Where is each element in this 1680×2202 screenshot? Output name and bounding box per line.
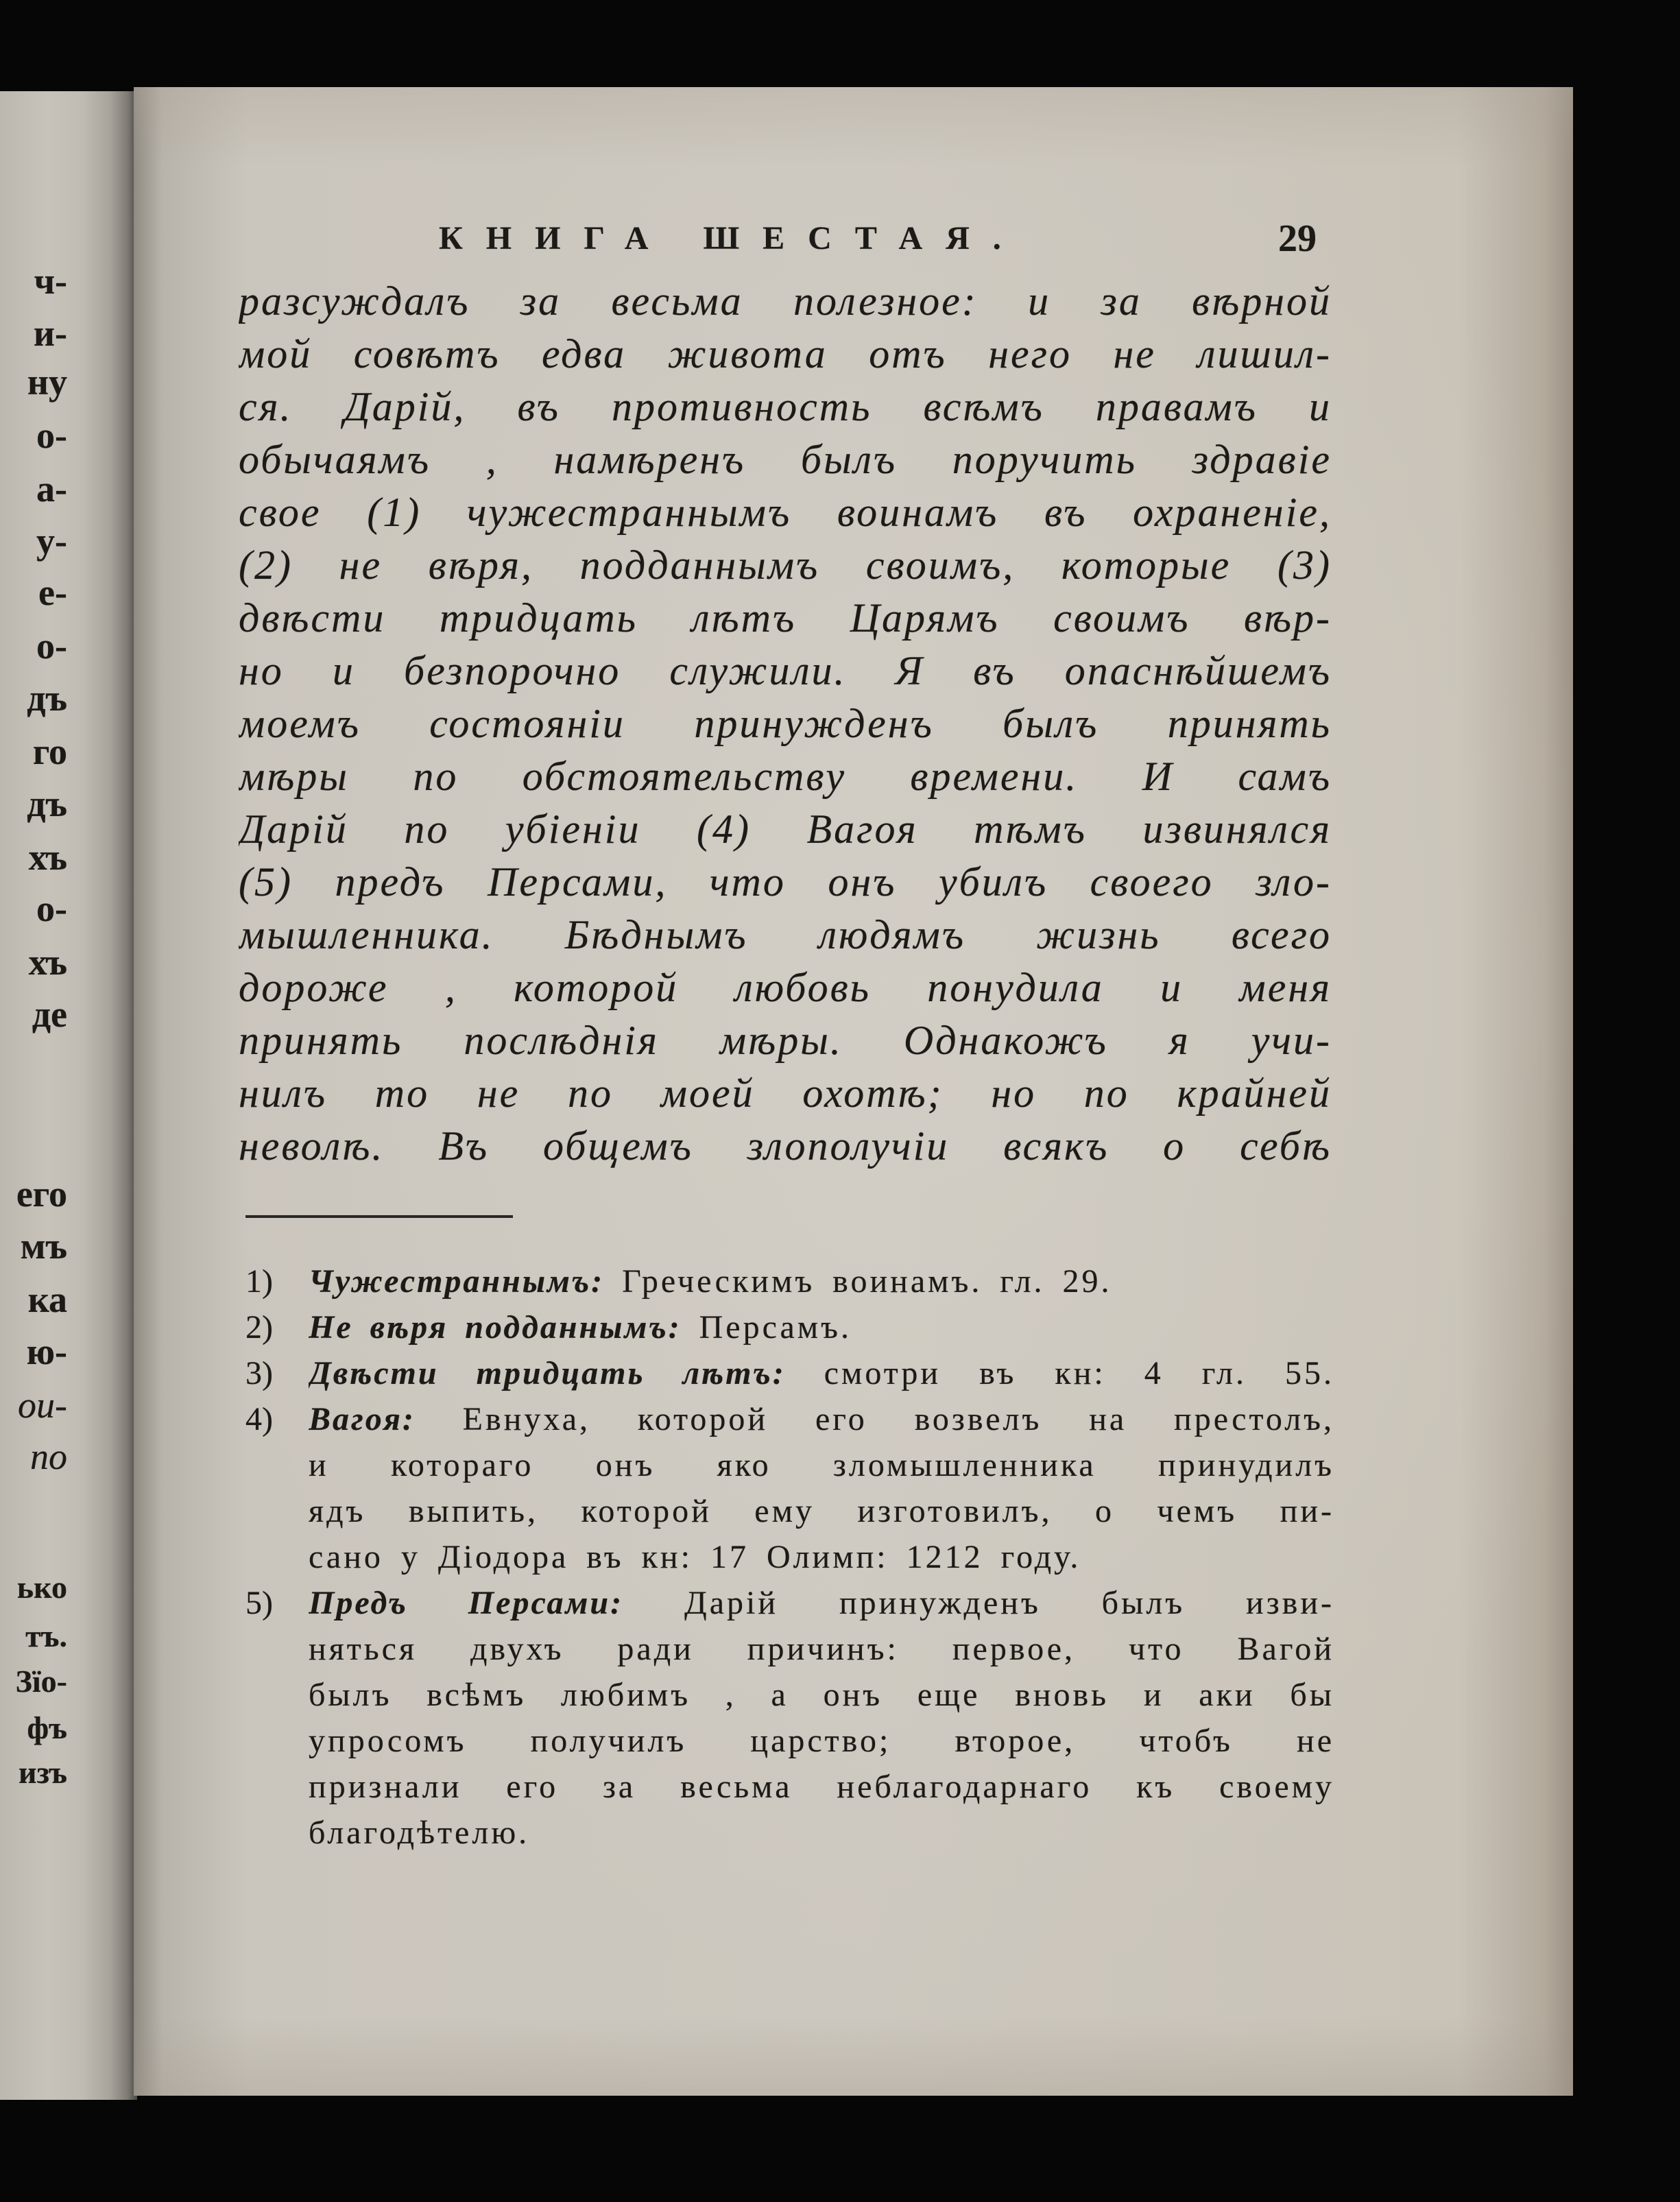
body-line: (2) не вѣря, подданнымъ своимъ, которые (3): [239, 542, 1332, 588]
footnote-2: [245, 1304, 1334, 1350]
footnote-body: [309, 1580, 1334, 1856]
footnote-text: Дарій принужденъ былъ изви-: [684, 1585, 1334, 1621]
footnote-number: 5): [245, 1585, 273, 1621]
footnote-line: [309, 1350, 1334, 1396]
previous-page-fragment: мъ: [20, 1225, 67, 1267]
footnote-line: и котораго онъ яко зломышленника принудилъ: [309, 1447, 1334, 1483]
book-page: [134, 87, 1573, 2096]
previous-page-edge: [0, 91, 137, 2100]
footnote-text: смотри въ кн: 4 гл. 55.: [824, 1355, 1334, 1391]
footnote-lemma: Двѣсти тридцать лѣтъ:: [309, 1355, 786, 1391]
previous-page-fragment: ои-: [18, 1385, 67, 1426]
previous-page-fragment: о-: [36, 888, 67, 929]
body-text: [239, 275, 1332, 1173]
footnote-line: [309, 1396, 1334, 1442]
body-line: (5) предъ Персами, что онъ убилъ своего зло-: [239, 859, 1332, 905]
previous-page-fragment: хъ: [28, 942, 67, 983]
footnote-line: ядъ выпить, которой ему изготовилъ, о чемъ пи-: [309, 1493, 1334, 1529]
footnote-line: [309, 1258, 1334, 1304]
footnote-line: [309, 1580, 1334, 1626]
footnote-line: признали его за весьма неблагодарнаго къ своему: [309, 1769, 1334, 1805]
footnote-line: [309, 1304, 1334, 1350]
body-line: свое (1) чужестраннымъ воинамъ въ охраненіе,: [239, 490, 1332, 535]
body-line: неволѣ. Въ общемъ злополучіи всякъ о себѣ: [239, 1123, 1332, 1169]
previous-page-fragment: а-: [36, 468, 67, 510]
body-line: мой совѣтъ едва живота отъ него не лишил-: [239, 331, 1332, 376]
previous-page-fragment: о-: [36, 625, 67, 667]
previous-page-fragment: Зїо-: [15, 1664, 67, 1699]
previous-page-fragment: де: [32, 994, 67, 1035]
footnote-lemma: Вагоя:: [309, 1401, 416, 1437]
previous-page-fragment: дъ: [27, 783, 67, 824]
body-line: моемъ состояніи принужденъ былъ принять: [239, 701, 1332, 746]
footnote-line: сано у Діодора въ кн: 17 Олимп: 1212 году.: [309, 1539, 1081, 1575]
footnote-line: няться двухъ ради причинъ: первое, что Вагой: [309, 1631, 1334, 1667]
footnote-text: Евнуха, которой его возвелъ на престолъ,: [462, 1401, 1334, 1437]
previous-page-fragment: хъ: [28, 837, 67, 878]
footnote-5: [245, 1580, 1334, 1856]
footnotes: [245, 1258, 1334, 1856]
footnote-lemma: Чужестраннымъ:: [309, 1263, 605, 1300]
previous-page-fragment: ч-: [34, 261, 67, 302]
previous-page-fragment: по: [30, 1436, 67, 1477]
previous-page-fragment: у-: [36, 520, 67, 562]
footnote-line: благодѣтелю.: [309, 1815, 530, 1851]
footnote-1: [245, 1258, 1334, 1304]
footnote-number: 2): [245, 1309, 273, 1345]
previous-page-fragment: ка: [27, 1279, 67, 1320]
previous-page-fragment: его: [16, 1173, 67, 1214]
previous-page-fragment: го: [32, 731, 67, 772]
previous-page-fragment: е-: [38, 572, 67, 613]
footnote-line: упросомъ получилъ царство; второе, чтобъ не: [309, 1723, 1334, 1759]
previous-page-fragment: тъ.: [25, 1618, 67, 1653]
body-line: дороже , которой любовь понудила и меня: [239, 965, 1332, 1010]
footnote-number: 4): [245, 1401, 273, 1437]
footnote-number: 3): [245, 1355, 273, 1391]
previous-page-fragment: изъ: [18, 1755, 67, 1790]
footnote-body: [309, 1396, 1334, 1580]
previous-page-fragment: фъ: [27, 1710, 67, 1745]
page-number: 29: [1278, 217, 1317, 260]
footnote-text: Персамъ.: [699, 1309, 852, 1345]
footnote-separator-rule: [245, 1215, 513, 1218]
body-line: Дарій по убіеніи (4) Вагоя тѣмъ извинялся: [239, 806, 1332, 852]
footnote-3: [245, 1350, 1334, 1396]
footnote-lemma: Не вѣря подданнымъ:: [309, 1309, 682, 1345]
body-line: но и безпорочно служили. Я въ опаснѣйшемъ: [239, 648, 1332, 693]
previous-page-fragment: ю-: [26, 1331, 67, 1372]
body-line: мѣры по обстоятельству времени. И самъ: [239, 754, 1332, 799]
body-line: разсуждалъ за весьма полезное: и за вѣрной: [239, 278, 1332, 324]
previous-page-fragment: о-: [36, 415, 67, 456]
previous-page-fragment: и-: [33, 313, 67, 354]
body-line: обычаямъ , намѣренъ былъ поручить здравіе: [239, 437, 1332, 482]
footnote-text: Греческимъ воинамъ. гл. 29.: [622, 1263, 1112, 1300]
body-line: нилъ то не по моей охотѣ; но по крайней: [239, 1070, 1332, 1116]
body-line: мышленника. Бѣднымъ людямъ жизнь всего: [239, 912, 1332, 957]
footnote-number: 1): [245, 1263, 273, 1300]
footnote-body: [309, 1258, 1334, 1304]
footnote-body: [309, 1350, 1334, 1396]
previous-page-fragment: ько: [16, 1570, 67, 1605]
body-line: двѣсти тридцать лѣтъ Царямъ своимъ вѣр-: [239, 595, 1332, 641]
footnote-lemma: Предъ Персами:: [309, 1585, 624, 1621]
previous-page-fragment: дъ: [27, 678, 67, 719]
footnote-line: былъ всѣмъ любимъ , а онъ еще вновь и аки бы: [309, 1677, 1334, 1713]
footnote-body: [309, 1304, 1334, 1350]
previous-page-fragment: ну: [27, 361, 67, 403]
running-title: КНИГА ШЕСТАЯ.: [439, 220, 1024, 256]
footnote-4: [245, 1396, 1334, 1580]
body-line: ся. Дарій, въ противность всѣмъ правамъ и: [239, 384, 1332, 429]
body-line: принять послѣднія мѣры. Однакожъ я учи-: [239, 1018, 1332, 1063]
